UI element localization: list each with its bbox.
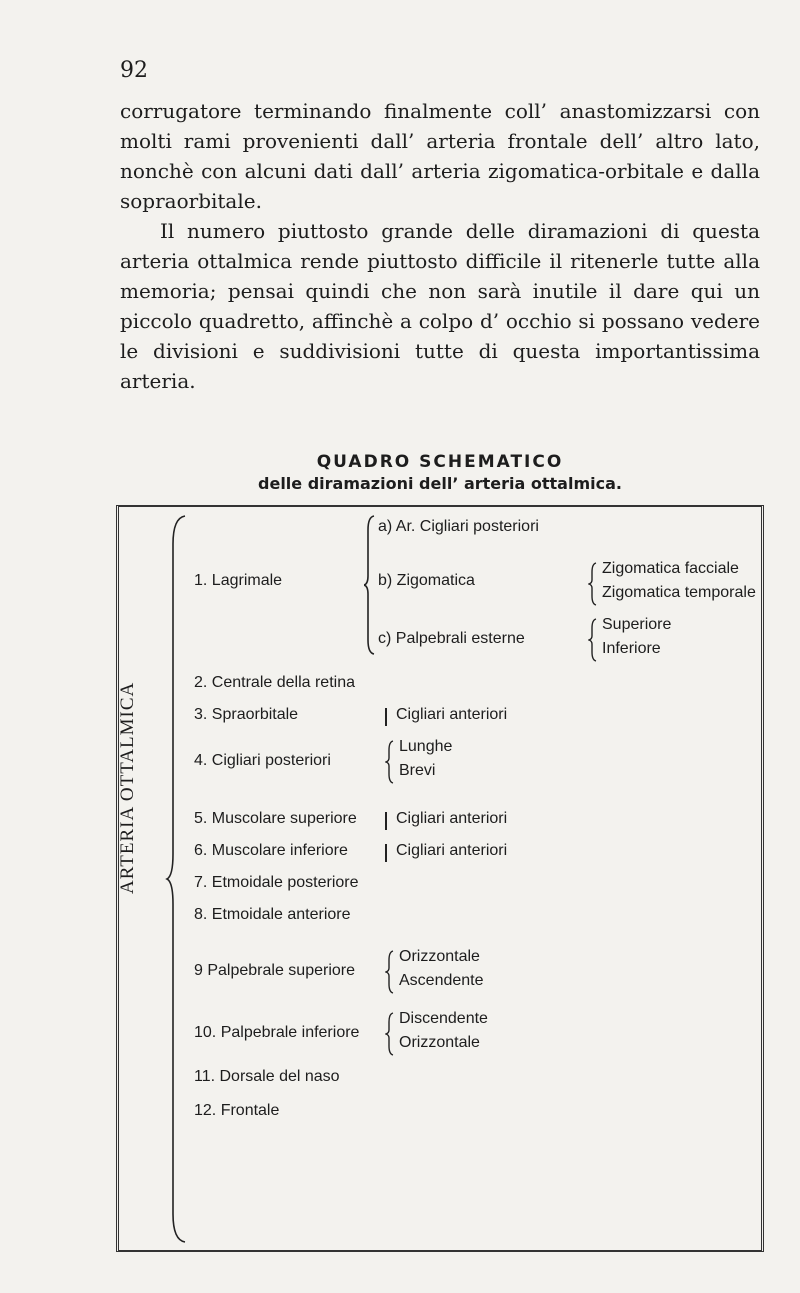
terminal-label: Discendente [399,1010,488,1027]
branch-label: 6. Muscolare inferiore [194,842,348,859]
main-brace [165,514,189,1244]
body-text [120,96,760,396]
terminal-label: Cigliari anteriori [396,842,508,859]
terminal-label: Zigomatica facciale [602,560,739,577]
brace [588,562,598,606]
branch-label: 12. Frontale [194,1102,280,1119]
terminal-label: Cigliari anteriori [396,706,508,723]
branch-label: 1. Lagrimale [194,572,283,589]
terminal-label: Ascendente [399,972,484,989]
bar [385,708,387,726]
terminal-label: Cigliari anteriori [396,810,508,827]
sub-branch-label: c) Palpebrali esterne [378,630,525,647]
branch-label: 5. Muscolare superiore [194,810,357,827]
terminal-label: Brevi [399,762,436,779]
branch-label: 4. Cigliari posteriori [194,752,331,769]
table-subtitle: delle diramazioni dell’ arteria ottalmica. [258,474,622,493]
side-label: ARTERIA OTTALMICA [117,681,138,894]
table-heading [120,452,760,493]
paragraph: corrugatore terminando finalmente coll’ anastomizzarsi con molti rami provenienti dall’ arteria frontale dell’ altro lato, nonchè con alcuni dati dall’ arteria zigomatica-orbitale e dalla sopraorbitale. [120,99,760,213]
branch-label: 10. Palpebrale inferiore [194,1024,360,1041]
paragraph: Il numero piuttosto grande delle diramazioni di questa arteria ottalmica rende piuttosto difficile il ritenerle tutte alla memoria; pensai quindi che non sarà inutile il dare qui un piccolo quadretto, affinchè a colpo d’ occhio si possano vedere le divisioni e suddivisioni tutte di questa importantissima arteria. [120,219,760,393]
branch-label: 9 Palpebrale superiore [194,962,355,979]
branch-label: 7. Etmoidale posteriore [194,874,359,891]
lagrimale-brace [364,514,376,656]
terminal-label: Superiore [602,616,672,633]
sub-branch-label: a) Ar. Cigliari posteriori [378,518,539,535]
branch-label: 3. Spraorbitale [194,706,299,723]
terminal-label: Zigomatica temporale [602,584,756,601]
brace [385,1012,395,1056]
branch-label: 2. Centrale della retina [194,674,355,691]
table-title: QUADRO SCHEMATICO [316,452,564,472]
branch-label: 11. Dorsale del naso [194,1068,340,1085]
terminal-label: Orizzontale [399,948,480,965]
brace [385,950,395,994]
brace [588,618,598,662]
sub-branch-label: b) Zigomatica [378,572,475,589]
terminal-label: Lunghe [399,738,453,755]
bar [385,844,387,862]
terminal-label: Inferiore [602,640,661,657]
brace [385,740,395,784]
bar [385,812,387,830]
branch-label: 8. Etmoidale anteriore [194,906,351,923]
terminal-label: Orizzontale [399,1034,480,1051]
page-number: 92 [120,58,148,83]
